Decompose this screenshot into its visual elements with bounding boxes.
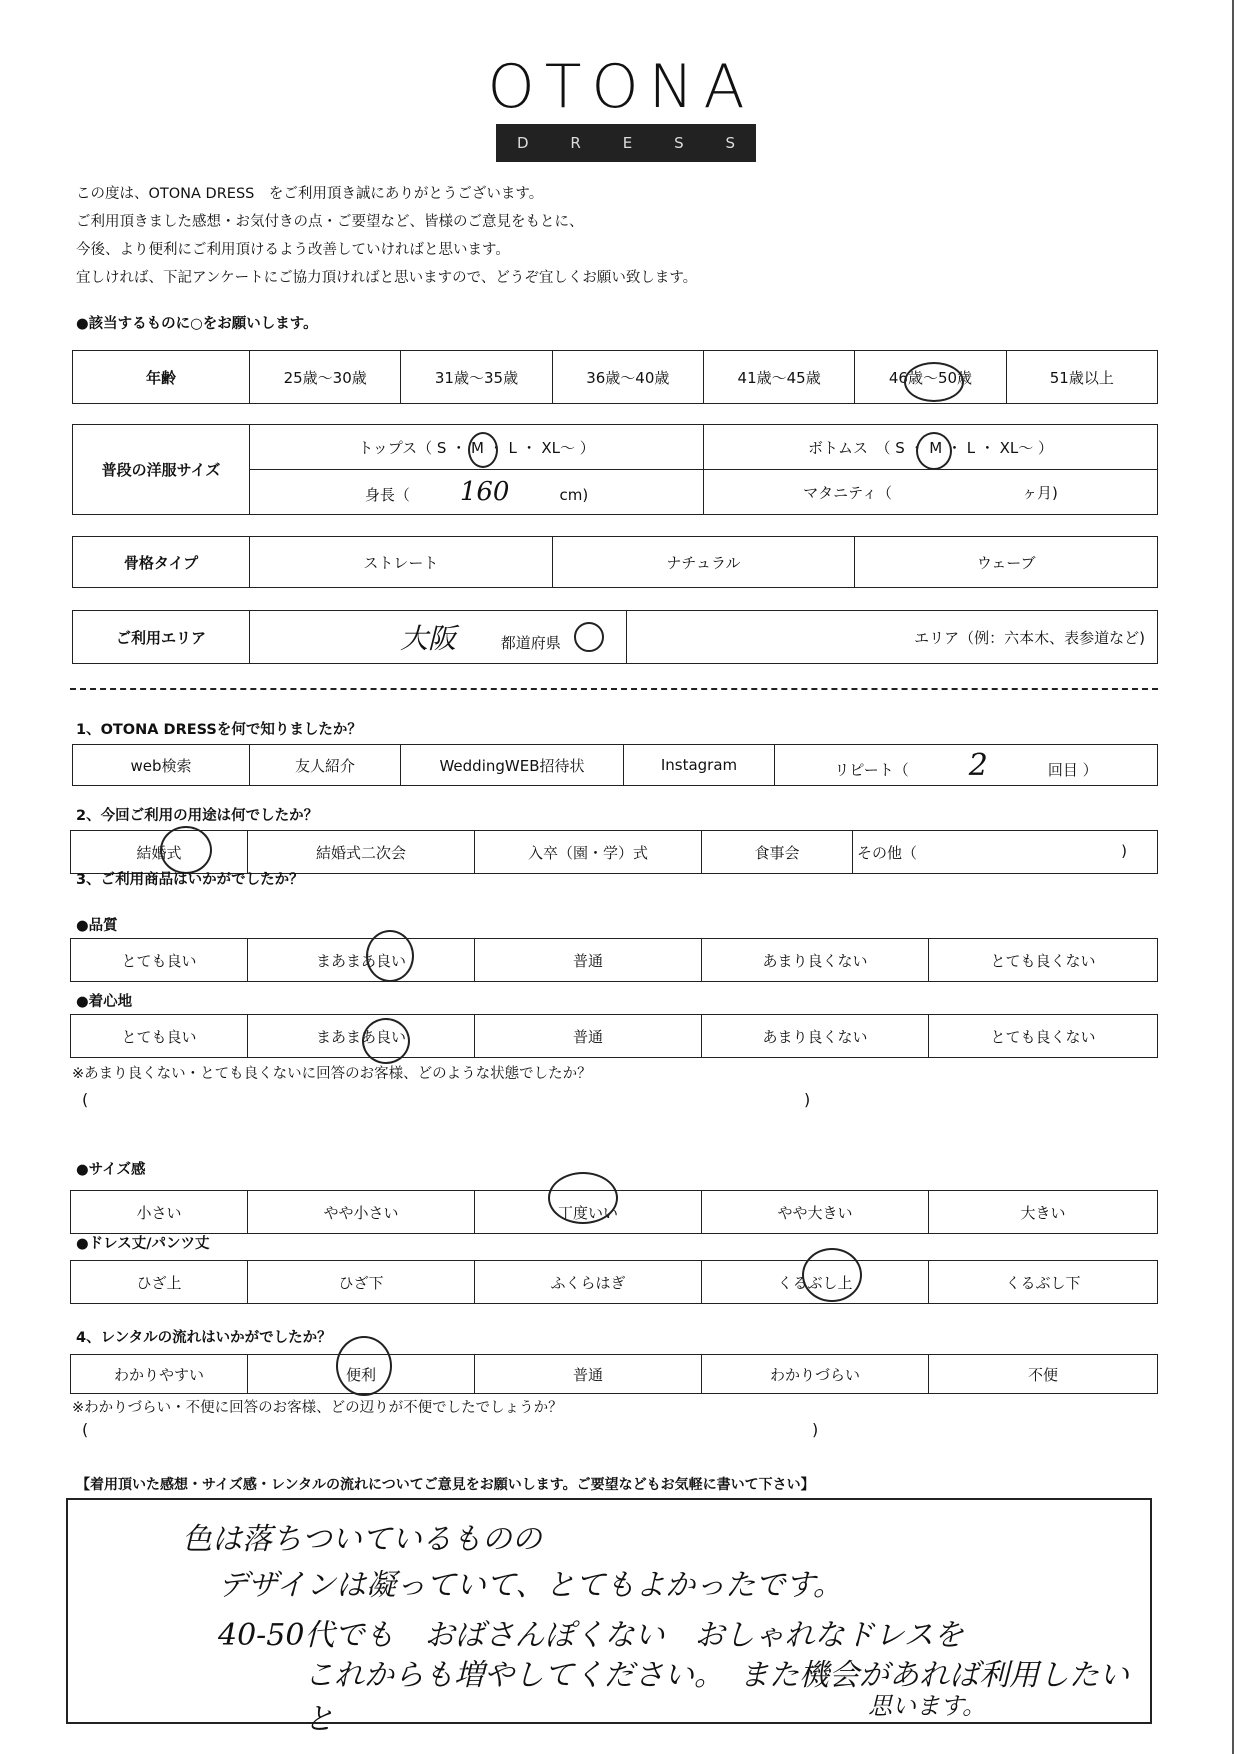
intro-line: 今後、より便利にご利用頂けるよう改善していければと思います。 (76, 242, 510, 258)
q4-table (70, 1354, 1158, 1394)
q1-repeat[interactable] (775, 745, 1158, 786)
age-option[interactable]: 36歳～40歳 (552, 351, 703, 404)
frame-option[interactable]: ストレート (250, 537, 553, 588)
quality-option[interactable]: とても良い (71, 939, 248, 982)
q2-other-close: ) (1121, 841, 1127, 860)
answer-circle (160, 826, 212, 874)
q2-title: 2、今回ご利用の用途は何でしたか？ (76, 808, 319, 824)
height-unit: cm) (559, 486, 589, 504)
comment-line: これからも増やしてください。 また機会があれば利用したいと (304, 1658, 1129, 1737)
area-hint[interactable]: エリア（例：六本木、表参道など) (627, 611, 1158, 664)
q1-option[interactable]: 友人紹介 (250, 745, 401, 786)
intro-line: この度は、OTONA DRESS をご利用頂き誠にありがとうございます。 (76, 186, 544, 202)
q3-paren-open: ( (82, 1090, 89, 1109)
size-table (72, 424, 1158, 515)
height-value: 160 (459, 477, 510, 507)
area-header: ご利用エリア (73, 611, 250, 664)
comment-line: デザインは凝っていて、とてもよかったです。 (218, 1568, 843, 1603)
frame-header: 骨格タイプ (73, 537, 250, 588)
comfort-option[interactable]: あまり良くない (702, 1015, 929, 1058)
frame-option[interactable]: ナチュラル (552, 537, 855, 588)
q3-note: ※あまり良くない・とても良くないに回答のお客様、どのような状態でしたか？ (72, 1066, 592, 1082)
logo-letter: R (570, 134, 581, 152)
age-option[interactable]: 25歳～30歳 (250, 351, 401, 404)
length-table (70, 1260, 1158, 1304)
brand-logo: OTONA (487, 52, 755, 122)
repeat-value: 2 (968, 747, 988, 783)
q2-option[interactable]: 入卒（園・学）式 (475, 831, 702, 874)
q4-option[interactable]: わかりやすい (71, 1355, 248, 1394)
size-header: 普段の洋服サイズ (73, 425, 250, 515)
q2-option[interactable]: 結婚式二次会 (248, 831, 475, 874)
answer-circle (574, 622, 604, 652)
fit-option[interactable]: 大きい (929, 1191, 1158, 1234)
fit-label: ●サイズ感 (76, 1162, 146, 1178)
age-option[interactable]: 31歳～35歳 (401, 351, 552, 404)
q1-option[interactable]: Instagram (624, 745, 775, 786)
answer-circle (548, 1172, 618, 1224)
q2-other[interactable] (853, 831, 1158, 874)
length-option[interactable]: ひざ下 (248, 1261, 475, 1304)
maternity-unit: ヶ月) (1021, 483, 1058, 502)
comfort-option[interactable]: まあまあ良い (248, 1015, 475, 1058)
fit-option[interactable]: やや大きい (702, 1191, 929, 1234)
frame-table (72, 536, 1158, 588)
prefecture-field[interactable] (250, 611, 627, 664)
quality-option[interactable]: とても良くない (929, 939, 1158, 982)
length-label: ●ドレス丈/パンツ丈 (76, 1236, 210, 1252)
comfort-option[interactable]: とても良くない (929, 1015, 1158, 1058)
age-option[interactable]: 51歳以上 (1006, 351, 1157, 404)
brand-logo-sub (496, 124, 756, 162)
height-field[interactable] (250, 470, 704, 515)
answer-circle (366, 930, 414, 982)
intro-line: ご利用頂きました感想・お気付きの点・ご要望など、皆様のご意見をもとに、 (76, 214, 584, 230)
bottoms-size[interactable]: ボトムス （ S ・ M ・ L ・ XL～ ） (704, 425, 1158, 470)
q4-option[interactable]: わかりづらい (702, 1355, 929, 1394)
comment-line: 思います。 (868, 1692, 987, 1720)
intro-line: 宜しければ、下記アンケートにご協力頂ければと思いますので、どうぞ宜しくお願い致します。 (76, 270, 698, 286)
logo-letter: S (725, 134, 736, 152)
length-option[interactable]: くるぶし下 (929, 1261, 1158, 1304)
fit-option[interactable]: 小さい (71, 1191, 248, 1234)
repeat-label: リピート（ (834, 760, 909, 779)
instruction: ●該当するものに○をお願いします。 (76, 316, 318, 332)
fit-option[interactable]: 丁度いい (475, 1191, 702, 1234)
logo-letter: S (674, 134, 684, 152)
answer-circle (362, 1018, 410, 1064)
comfort-label: ●着心地 (76, 994, 133, 1010)
divider (70, 688, 1158, 690)
answer-circle (802, 1248, 862, 1302)
comments-box[interactable] (66, 1498, 1152, 1737)
q2-option[interactable]: 結婚式 (71, 831, 248, 874)
q1-title: 1、OTONA DRESSを何で知りましたか？ (76, 722, 362, 738)
answer-circle (336, 1336, 392, 1396)
logo-letter: E (622, 134, 633, 152)
age-option[interactable]: 41歳～45歳 (703, 351, 854, 404)
prefecture-suffix: 都道府県 (500, 634, 561, 652)
q4-option[interactable]: 普通 (475, 1355, 702, 1394)
q4-paren-close: ) (812, 1420, 819, 1439)
q4-title: 4、レンタルの流れはいかがでしたか？ (76, 1330, 332, 1346)
age-option[interactable]: 46歳～50歳 (855, 351, 1006, 404)
comments-heading: 【着用頂いた感想・サイズ感・レンタルの流れについてご意見をお願いします。ご要望などもお気軽に書いて下さい】 (76, 1477, 815, 1493)
answer-circle (916, 432, 952, 470)
quality-option[interactable]: あまり良くない (702, 939, 929, 982)
quality-table (70, 938, 1158, 982)
maternity-text: マタニティ（ (803, 483, 892, 502)
quality-option[interactable]: まあまあ良い (248, 939, 475, 982)
q2-other-label: その他（ (857, 843, 918, 862)
logo-letter: D (516, 134, 529, 152)
q1-table (72, 744, 1158, 786)
intro-text (76, 180, 697, 292)
repeat-unit: 回目 ） (1047, 760, 1098, 779)
q4-option[interactable]: 不便 (929, 1355, 1158, 1394)
q3-paren-close: ) (804, 1090, 811, 1109)
q1-option[interactable]: WeddingWEB招待状 (401, 745, 624, 786)
fit-option[interactable]: やや小さい (248, 1191, 475, 1234)
q1-option[interactable]: web検索 (73, 745, 250, 786)
comfort-option[interactable]: 普通 (475, 1015, 702, 1058)
height-label: 身長（ (364, 486, 410, 504)
frame-option[interactable]: ウェーブ (855, 537, 1158, 588)
comment-line: 色は落ちついているものの (182, 1522, 542, 1557)
q4-option[interactable]: 便利 (248, 1355, 475, 1394)
maternity-field[interactable] (704, 470, 1158, 515)
tops-size[interactable]: トップス（ S ・ M ・ L ・ XL～ ） (250, 425, 704, 470)
answer-circle (468, 432, 498, 468)
scan-edge (1232, 0, 1234, 1754)
answer-circle (904, 362, 964, 402)
comfort-option[interactable]: とても良い (71, 1015, 248, 1058)
quality-option[interactable]: 普通 (475, 939, 702, 982)
comfort-table (70, 1014, 1158, 1058)
q2-option[interactable]: 食事会 (702, 831, 853, 874)
length-option[interactable]: ひざ上 (71, 1261, 248, 1304)
length-option[interactable]: くるぶし上 (702, 1261, 929, 1304)
q4-paren-open: ( (82, 1420, 89, 1439)
age-header: 年齢 (73, 351, 250, 404)
comment-line: 40-50代でも おばさんぽくない おしゃれなドレスを (218, 1618, 964, 1653)
length-option[interactable]: ふくらはぎ (475, 1261, 702, 1304)
q3-title: 3、ご利用商品はいかがでしたか？ (76, 872, 304, 888)
prefecture-value: 大阪 (400, 622, 457, 655)
q4-note: ※わかりづらい・不便に回答のお客様、どの辺りが不便でしたでしょうか？ (72, 1400, 563, 1416)
area-table (72, 610, 1158, 664)
quality-label: ●品質 (76, 918, 118, 934)
age-table (72, 350, 1158, 404)
